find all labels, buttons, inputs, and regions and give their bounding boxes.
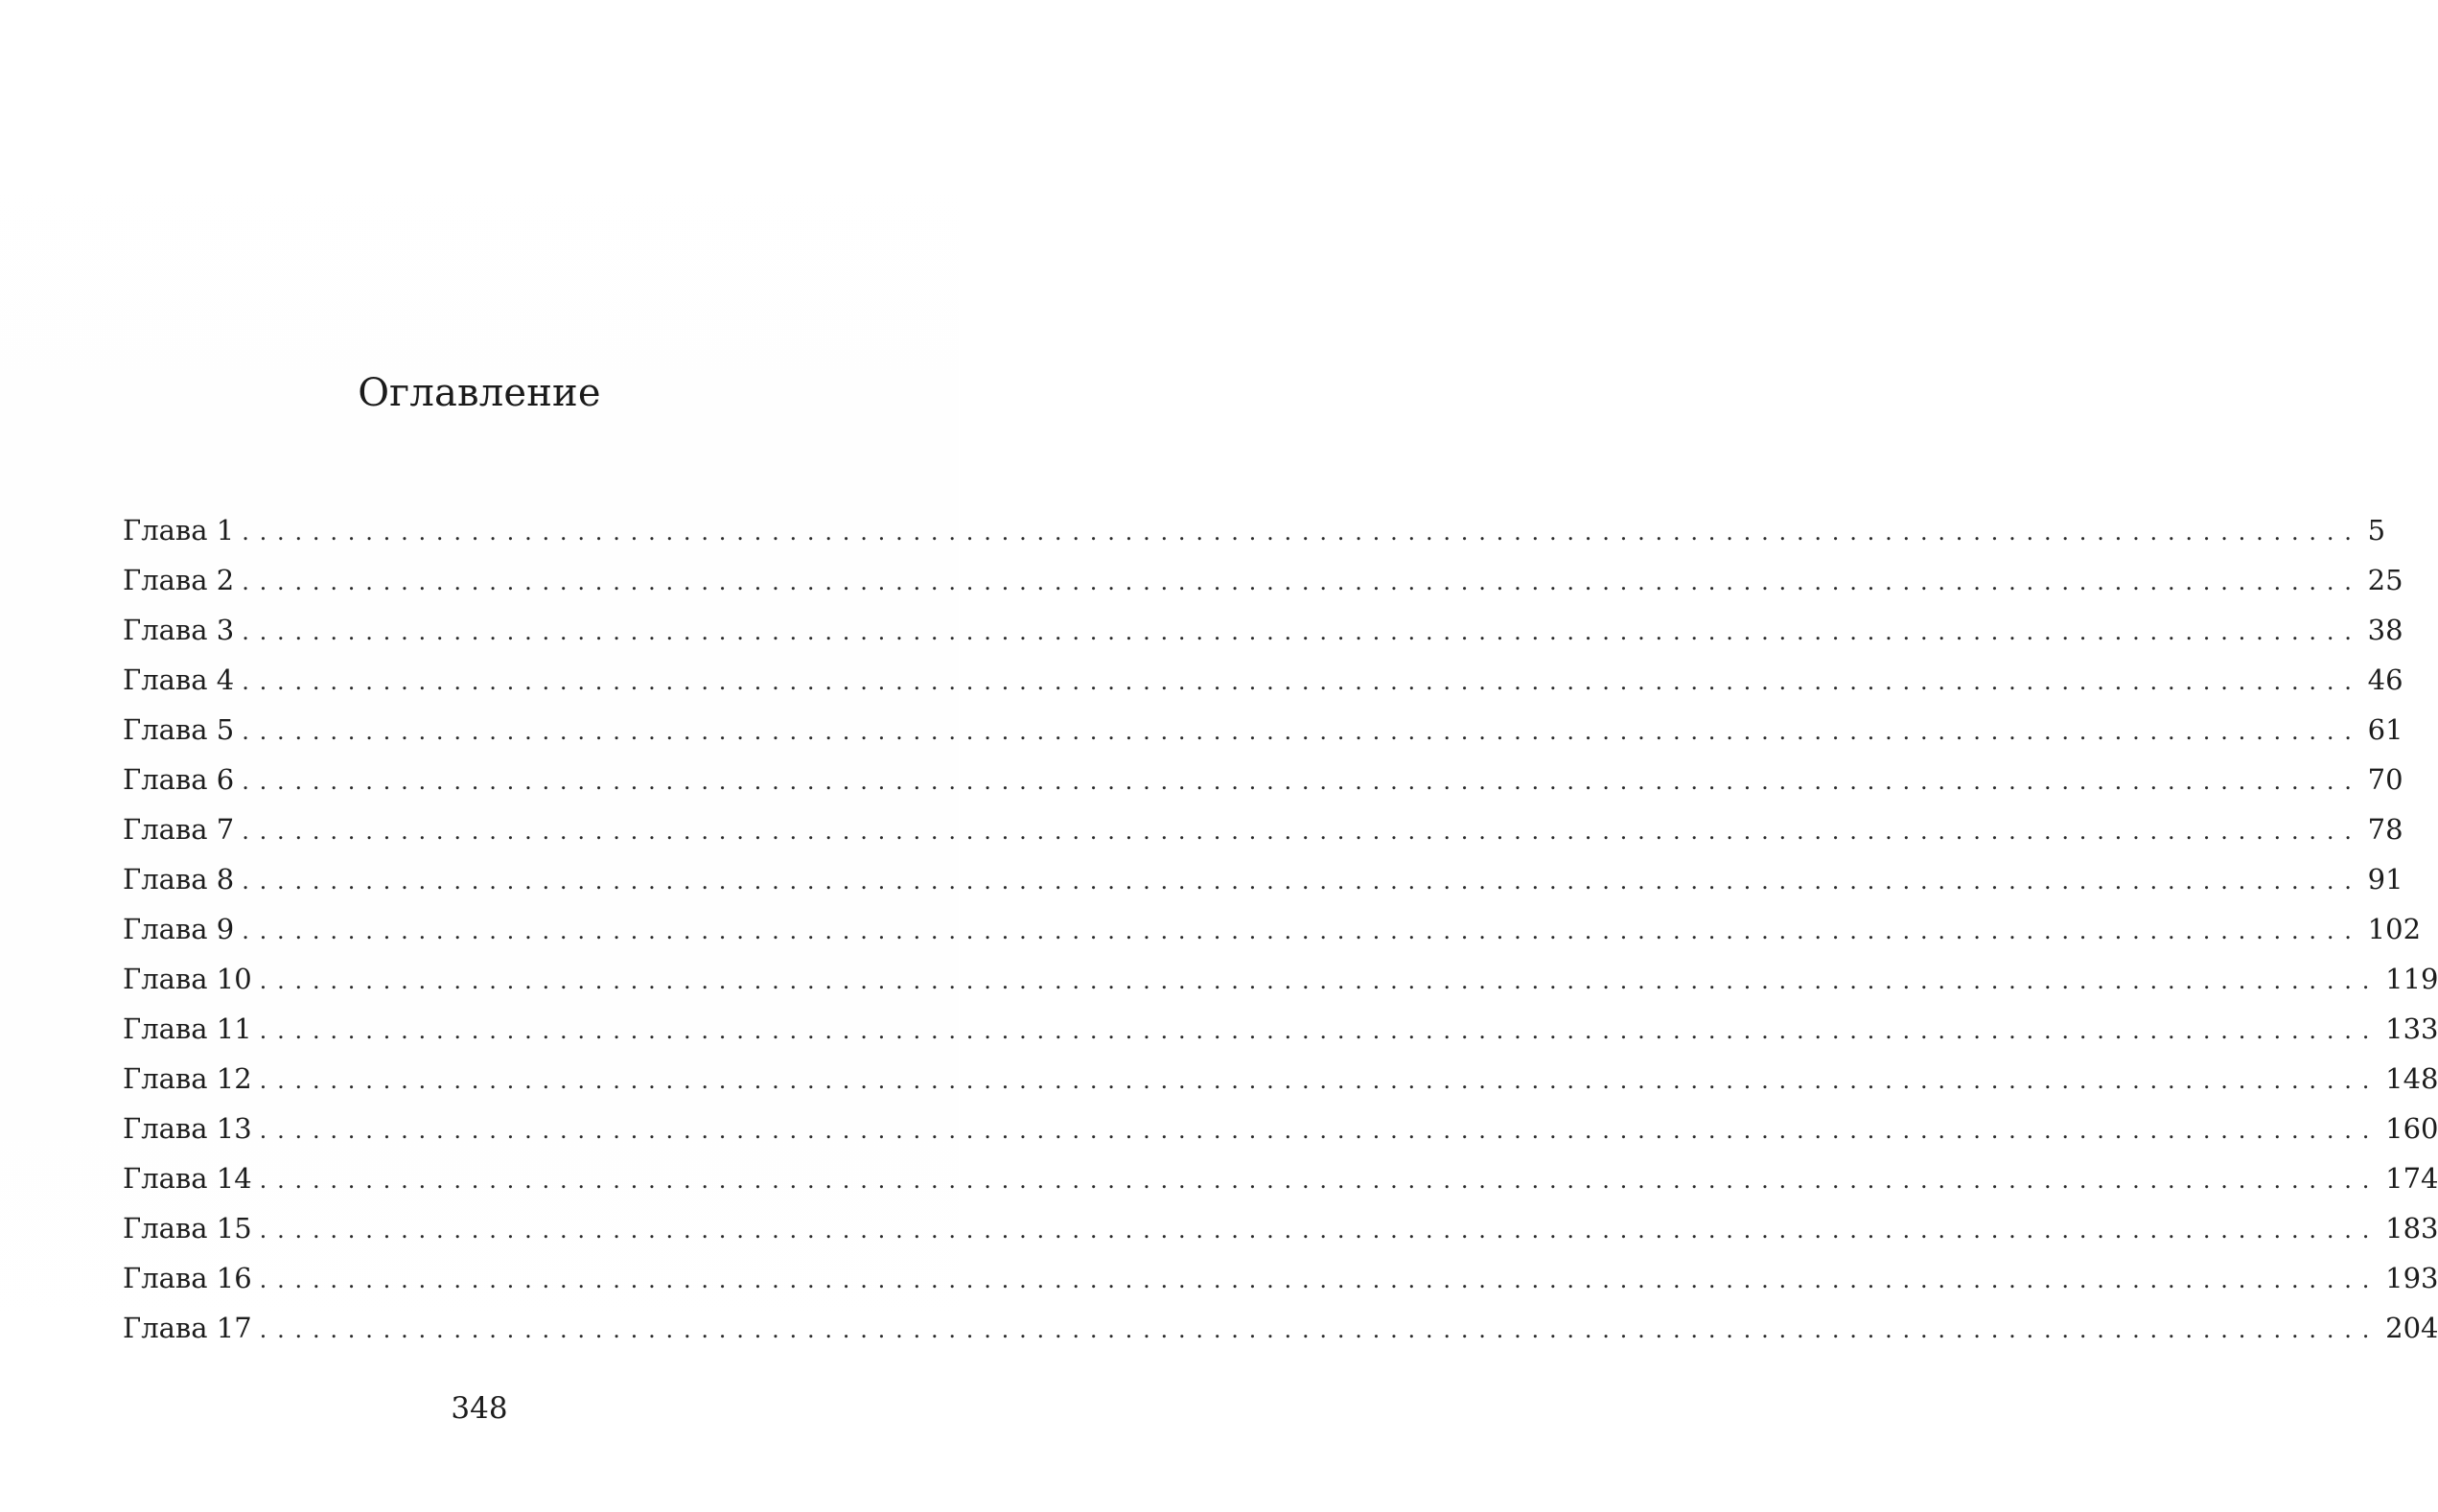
toc-entry-page: 119 [2385, 963, 2438, 995]
toc-leader-dots: ........................................................................................................................ [259, 1167, 2380, 1194]
toc-entry-label: Глава 9 [123, 913, 235, 945]
toc-entry-page: 183 [2385, 1212, 2438, 1244]
toc-leader-dots: ........................................................................................................................ [242, 918, 2362, 944]
toc-leader-dots: ........................................................................................................................ [242, 519, 2362, 546]
toc-entry-label: Глава 14 [123, 1162, 252, 1195]
toc-entry-page: 25 [2367, 564, 2403, 596]
toc-entry [123, 755, 2403, 804]
toc-leader-dots: ........................................................................................................................ [242, 768, 2362, 795]
toc-entry [123, 705, 2403, 755]
toc-entry-page: 204 [2385, 1312, 2438, 1344]
toc-entry-label: Глава 11 [123, 1012, 252, 1045]
toc-entry-label: Глава 4 [123, 663, 235, 696]
toc-entry-page: 78 [2367, 813, 2403, 846]
toc-entry-page: 174 [2385, 1162, 2438, 1195]
toc-entry-label: Глава 15 [123, 1212, 252, 1244]
toc-leader-dots: ........................................................................................................................ [259, 1267, 2380, 1293]
toc-entry-page: 38 [2367, 614, 2403, 646]
toc-leader-dots: ........................................................................................................................ [242, 668, 2362, 695]
toc-leader-dots: ........................................................................................................................ [242, 618, 2362, 645]
toc-entry-page: 70 [2367, 763, 2403, 796]
toc-leader-dots: ........................................................................................................................ [242, 569, 2362, 595]
toc-leader-dots: ........................................................................................................................ [242, 718, 2362, 745]
toc-entry-page: 46 [2367, 663, 2403, 696]
toc-entry-label: Глава 3 [123, 614, 235, 646]
toc-entry [123, 1253, 2438, 1303]
toc-entry-page: 91 [2367, 863, 2403, 896]
toc-entry [123, 1203, 2438, 1253]
toc-entry [123, 1153, 2438, 1203]
toc-entry-page: 61 [2367, 713, 2403, 746]
toc-entry-page: 160 [2385, 1112, 2438, 1145]
toc-entry-page: 133 [2385, 1012, 2438, 1045]
toc-entry-label: Глава 8 [123, 863, 235, 896]
toc-entry-page: 148 [2385, 1062, 2438, 1095]
toc-leader-dots: ........................................................................................................................ [242, 818, 2362, 845]
toc-entry [123, 1054, 2438, 1104]
toc-entry-label: Глава 5 [123, 713, 235, 746]
toc-entry [123, 1004, 2438, 1054]
toc-leader-dots: ........................................................................................................................ [259, 1067, 2380, 1094]
toc-entry [123, 605, 2403, 655]
toc-entry-label: Глава 16 [123, 1262, 252, 1294]
toc-entry [123, 555, 2403, 605]
toc-entry-label: Глава 10 [123, 963, 252, 995]
toc-entry-page: 5 [2367, 514, 2386, 547]
toc-entry-page: 193 [2385, 1262, 2438, 1294]
toc-entry [123, 1104, 2438, 1153]
page-number: 348 [451, 1391, 508, 1426]
toc-entry-label: Глава 6 [123, 763, 235, 796]
toc-entry-label: Глава 17 [123, 1312, 252, 1344]
toc-entry [123, 655, 2403, 705]
toc-entry [123, 1303, 2438, 1353]
toc-entry [123, 804, 2403, 854]
page-title: Оглавление [358, 371, 601, 415]
table-of-contents [123, 505, 2438, 1353]
toc-leader-dots: ........................................................................................................................ [259, 1217, 2380, 1244]
toc-leader-dots: ........................................................................................................................ [259, 967, 2380, 994]
toc-entry [123, 505, 2386, 555]
toc-entry [123, 954, 2438, 1004]
toc-leader-dots: ........................................................................................................................ [259, 1117, 2380, 1144]
toc-leader-dots: ........................................................................................................................ [242, 868, 2362, 895]
toc-entry [123, 854, 2403, 904]
toc-entry-label: Глава 12 [123, 1062, 252, 1095]
toc-entry-label: Глава 13 [123, 1112, 252, 1145]
toc-leader-dots: ........................................................................................................................ [259, 1316, 2380, 1343]
toc-leader-dots: ........................................................................................................................ [259, 1017, 2380, 1044]
toc-entry-page: 102 [2367, 913, 2422, 945]
toc-entry-label: Глава 1 [123, 514, 235, 547]
toc-entry [123, 904, 2422, 954]
toc-entry-label: Глава 2 [123, 564, 235, 596]
toc-entry-label: Глава 7 [123, 813, 235, 846]
